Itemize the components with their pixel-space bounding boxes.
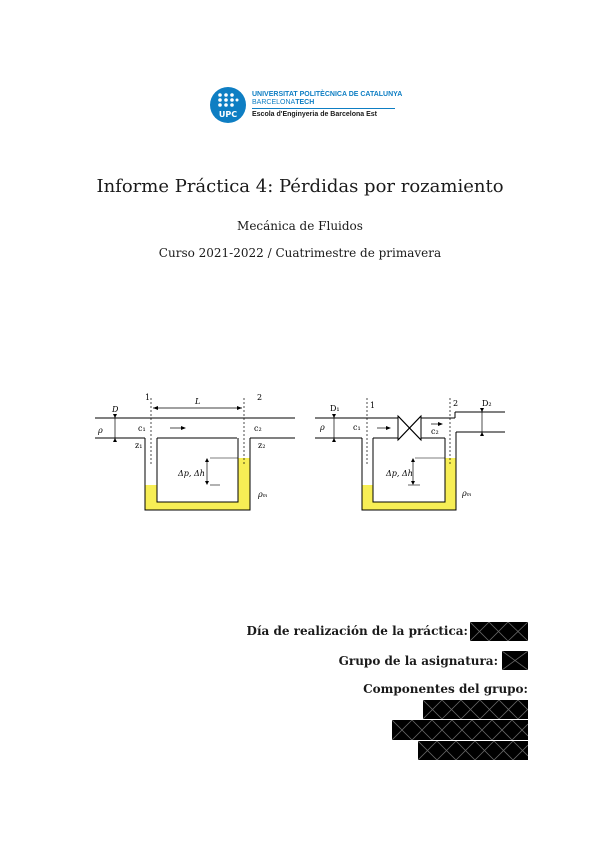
velocity-1-label-2: c₁ [353,423,361,432]
manometer-fluid-bottom [145,502,250,510]
friction-loss-diagrams [90,390,510,520]
redacted-group-field [502,651,528,670]
upc-badge [210,87,246,123]
subject-name: Mecánica de Fluidos [237,219,363,233]
group-members-label: Componentes del grupo: [363,682,528,696]
document-title: Informe Práctica 4: Pérdidas por rozamiento [96,176,504,197]
manometer-density-label: ρₘ [258,490,268,499]
school-name: Escola d'Enginyeria de Barcelona Est [252,111,377,118]
section-1-label-2: 1 [370,401,376,410]
redacted-date-field [470,622,528,641]
subject-group-label: Grupo de la asignatura: [338,654,498,668]
velocity-1-label: c₁ [138,424,146,433]
section-1-label: 1 [145,393,151,402]
diameter-label: D [112,405,119,414]
straight-pipe-diagram [95,393,295,510]
manometer-fluid-right-leg-2 [445,458,456,510]
density-label: ρ [98,426,103,435]
practice-date-label: Día de realización de la práctica: [246,624,468,638]
university-logo [210,87,403,125]
badge-text: UPC [218,110,238,119]
length-label: L [195,397,201,406]
height-2-label: z₂ [258,441,266,450]
manometer-fluid-right-leg [238,458,250,510]
redacted-member-1 [423,700,528,719]
manometer-density-label-2: ρₘ [462,489,472,498]
dots-icon [217,92,239,108]
manometer-fluid-bottom-2 [362,502,456,510]
density-label-2: ρ [320,423,325,432]
redacted-member-2 [392,720,528,740]
section-2-label: 2 [257,393,263,402]
subbrand-b: TECH [295,99,315,106]
velocity-2-label-2: c₂ [431,427,439,436]
subbrand-a: BARCELONA [252,99,296,106]
velocity-2-label: c₂ [254,424,262,433]
section-2-label-2: 2 [453,399,459,408]
logo-divider [252,108,395,109]
differential-label-2: Δp, Δh [386,469,413,478]
diameter-1-label: D₁ [330,404,340,413]
height-1-label: z₁ [135,441,143,450]
university-subbrand [252,99,314,106]
university-name: UNIVERSITAT POLITÈCNICA DE CATALUNYA [252,91,403,98]
valve-pipe-diagram [315,398,505,510]
redacted-member-3 [418,741,528,760]
diameter-2-label: D₂ [482,399,492,408]
differential-label: Δp, Δh [178,469,205,478]
course-info: Curso 2021-2022 / Cuatrimestre de primavera [158,246,442,260]
